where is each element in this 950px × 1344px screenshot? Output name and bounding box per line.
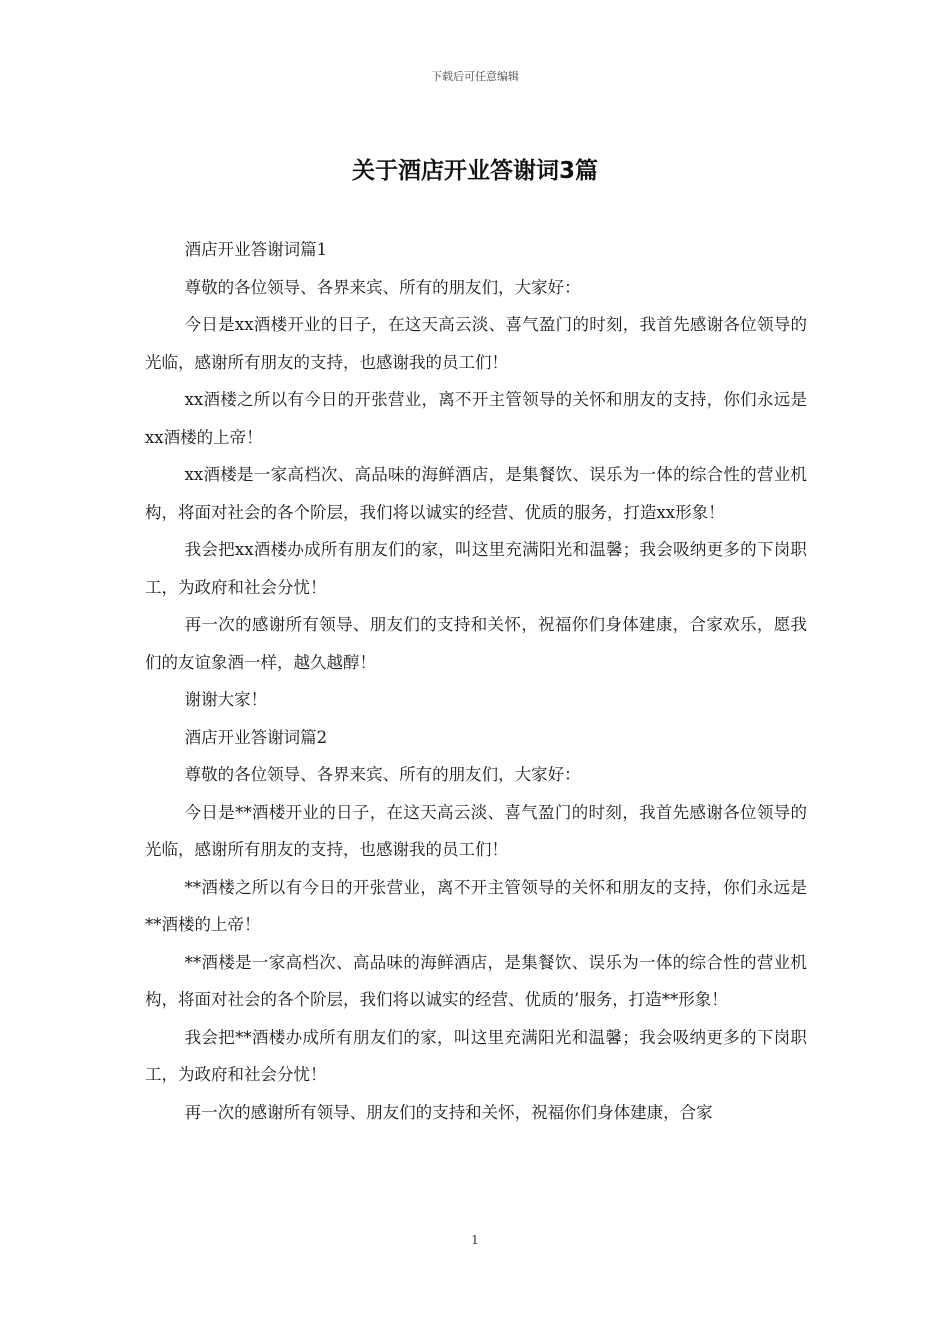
paragraph: 今日是xx酒楼开业的日子，在这天高云淡、喜气盈门的时刻，我首先感谢各位领导的光临，感谢所有朋友的支持，也感谢我的员工们！ bbox=[145, 315, 807, 372]
paragraph: xx酒楼之所以有今日的开张营业，离不开主管领导的关怀和朋友的支持，你们永远是xx酒楼的上帝！ bbox=[145, 390, 807, 447]
section-heading-2: 酒店开业答谢词篇2 bbox=[184, 727, 328, 747]
paragraph: 我会把**酒楼办成所有朋友们的家，叫这里充满阳光和温馨；我会吸纳更多的下岗职工，为政府和社会分忧！ bbox=[145, 1027, 807, 1084]
document-title: 关于酒店开业答谢词3篇 bbox=[351, 158, 598, 184]
paragraph: **酒楼是一家高档次、高品味的海鲜酒店，是集餐饮、误乐为一体的综合性的营业机构，将面对社会的各个阶层，我们将以诚实的经营、优质的’服务，打造**形象！ bbox=[145, 952, 807, 1009]
paragraph: **酒楼之所以有今日的开张营业，离不开主管领导的关怀和朋友的支持，你们永远是**酒楼的上帝！ bbox=[145, 877, 807, 934]
paragraph: 今日是**酒楼开业的日子，在这天高云淡、喜气盈门的时刻，我首先感谢各位领导的光临，感谢所有朋友的支持，也感谢我的员工们！ bbox=[145, 802, 807, 859]
header-note: 下载后可任意编辑 bbox=[431, 70, 519, 83]
paragraph: 再一次的感谢所有领导、朋友们的支持和关怀，祝福你们身体建康，合家 bbox=[184, 1102, 713, 1122]
page-number: 1 bbox=[471, 1233, 479, 1247]
paragraph: 再一次的感谢所有领导、朋友们的支持和关怀，祝福你们身体建康，合家欢乐，愿我们的友谊象酒一样，越久越醇！ bbox=[145, 615, 807, 672]
closing-1: 谢谢大家！ bbox=[184, 690, 268, 709]
paragraph: 我会把xx酒楼办成所有朋友们的家，叫这里充满阳光和温馨；我会吸纳更多的下岗职工，为政府和社会分忧！ bbox=[145, 540, 807, 597]
paragraph: xx酒楼是一家高档次、高品味的海鲜酒店，是集餐饮、误乐为一体的综合性的营业机构，将面对社会的各个阶层，我们将以诚实的经营、优质的服务，打造xx形象！ bbox=[145, 465, 807, 522]
salutation-2: 尊敬的各位领导、各界来宾、所有的朋友们，大家好： bbox=[184, 765, 581, 784]
salutation-1: 尊敬的各位领导、各界来宾、所有的朋友们，大家好： bbox=[184, 277, 581, 297]
section-heading-1: 酒店开业答谢词篇1 bbox=[184, 240, 328, 259]
document-body bbox=[145, 231, 807, 1131]
